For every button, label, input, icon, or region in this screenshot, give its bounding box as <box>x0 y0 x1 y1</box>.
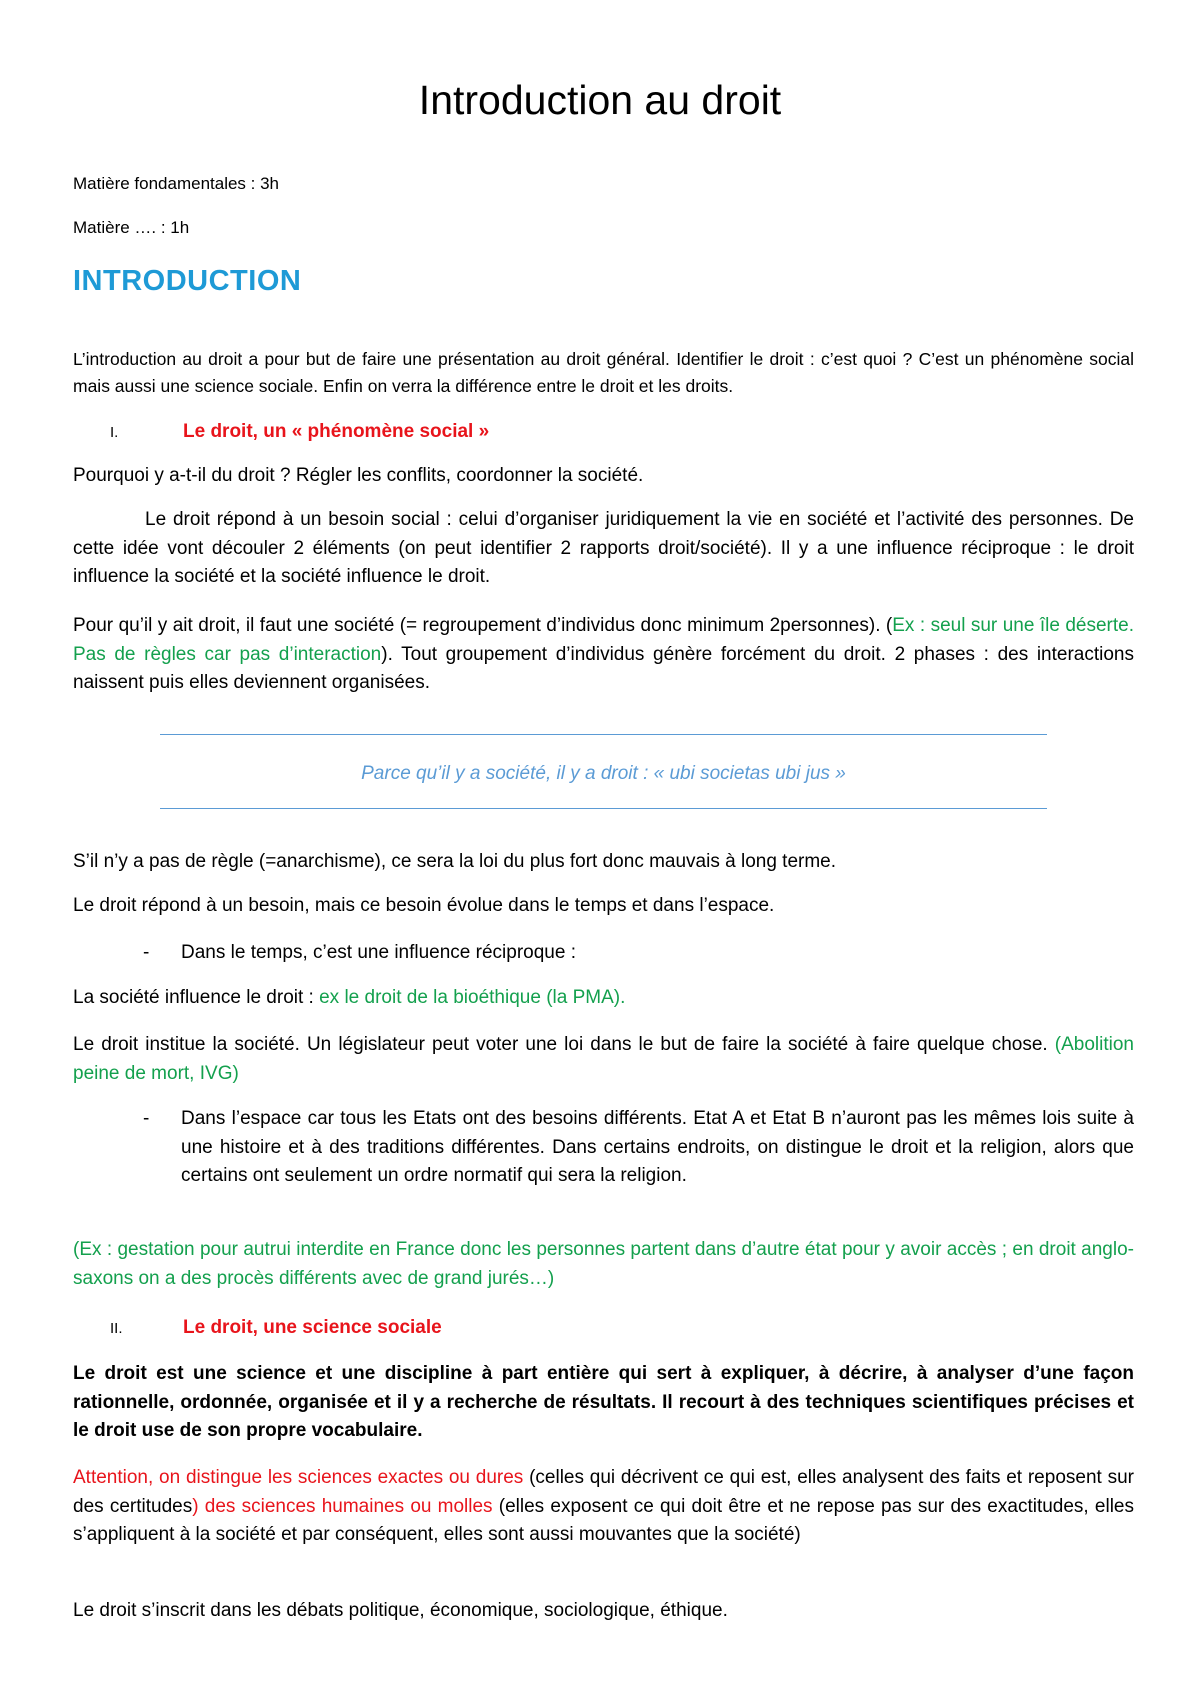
society-text-start: Pour qu’il y ait droit, il faut une société (= regroupement d’individus donc minimum 2personnes). ( <box>73 615 893 636</box>
section-1-paragraph-evolution: Le droit répond à un besoin, mais ce besoin évolue dans le temps et dans l’espace. <box>73 895 775 916</box>
human-sciences-note: ) des sciences humaines ou molles <box>192 1495 493 1517</box>
section-1-title: Le droit, un « phénomène social » <box>183 421 490 442</box>
latin-quote: Parce qu’il y a société, il y a droit : « ubi societas ubi jus » <box>361 763 846 784</box>
intro-paragraph: L’introduction au droit a pour but de faire une présentation au droit général. Identifier le droit : c’est quoi ? C’est un phénomène social mais aussi une science sociale. Enfin on verra la différence entre le droit et les droits. <box>73 349 1134 396</box>
law-institutes-text: Le droit institue la société. Un législateur peut voter une loi dans le but de faire la société à faire quelque chose. <box>73 1034 1055 1055</box>
section-2-heading <box>73 1314 1134 1343</box>
bioethics-example: ex le droit de la bioéthique (la PMA). <box>319 987 626 1008</box>
section-1-paragraph-need: Le droit répond à un besoin social : celui d’organiser juridiquement la vie en société et l’activité des personnes. De cette idée vont découler 2 éléments (on peut identifier 2 rapports droit/société). Il y a une influence réciproque : le droit influence la société et la société influence le droit. <box>73 509 1134 587</box>
section-1-paragraph-anarchy: S’il n’y a pas de règle (=anarchisme), ce sera la loi du plus fort donc mauvais à long terme. <box>73 851 837 872</box>
bullet-dash: - <box>143 942 150 963</box>
section-1-paragraph-society-influence <box>73 984 1134 1013</box>
document-title: Introduction au droit <box>418 77 782 123</box>
society-example: Ex : seul sur une île déserte. Pas de règles car pas d’interaction <box>73 615 1134 665</box>
meta-line-other: Matière …. : 1h <box>73 218 190 237</box>
bullet-dash: - <box>143 1108 150 1129</box>
section-1-paragraph-why: Pourquoi y a-t-il du droit ? Régler les conflits, coordonner la société. <box>73 465 644 486</box>
exact-sciences-note: Attention, on distingue les sciences exactes ou dures <box>73 1467 524 1488</box>
society-influence-text: La société influence le droit : <box>73 987 320 1008</box>
quote-top-rule <box>160 734 1047 735</box>
society-text-end: ). Tout groupement d’individus génère forcément du droit. 2 phases : des interactions naissent puis elles deviennent organisées. <box>73 643 1134 693</box>
section-1-number: I. <box>110 424 119 441</box>
bullet-time <box>73 939 1134 968</box>
abolition-example: (Abolition peine de mort, IVG) <box>73 1034 1134 1084</box>
section-2-title: Le droit, une science sociale <box>183 1317 442 1338</box>
section-1-paragraph-law-institutes <box>73 1031 1134 1088</box>
bullet-space-text: Dans l’espace car tous les Etats ont des besoins différents. Etat A et Etat B n’auront pas les mêmes lois suite à une histoire et à des traditions différentes. Dans certains endroits, on distingue le droit et la religion, alors que certains ont seulement un ordre normatif qui sera la religion. <box>181 1108 1134 1186</box>
bullet-space <box>73 1105 1134 1191</box>
bullet-time-text: Dans le temps, c’est une influence réciproque : <box>181 942 576 963</box>
exact-sciences-detail: (celles qui décrivent ce qui est, elles analysent des faits et reposent sur des certitudes <box>73 1467 1134 1517</box>
meta-line-fundamental: Matière fondamentales : 3h <box>73 174 280 193</box>
section-2-paragraph-distinction <box>73 1464 1134 1550</box>
section-1-paragraph-society <box>73 612 1134 698</box>
introduction-heading: INTRODUCTION <box>73 265 302 297</box>
section-1-gpa-example: (Ex : gestation pour autrui interdite en France donc les personnes partent dans d’autre état pour y avoir accès ; en droit anglo-saxons on a des procès différents avec de grand jurés…) <box>73 1239 1134 1289</box>
human-sciences-detail: (elles exposent ce qui doit être et ne repose pas sur des exactitudes, elles s’appliquent à la société et par conséquent, elles sont aussi mouvantes que la société) <box>73 1495 1134 1545</box>
quote-bottom-rule <box>160 808 1047 809</box>
section-2-paragraph-science: Le droit est une science et une discipline à part entière qui sert à expliquer, à décrire, à analyser d’une façon rationnelle, ordonnée, organisée et il y a recherche de résultats. Il recourt à des techniques scientifiques précises et le droit use de son propre vocabulaire. <box>73 1363 1134 1441</box>
section-1-heading <box>73 418 1134 447</box>
section-2-number: II. <box>110 1320 123 1337</box>
section-2-paragraph-debates: Le droit s’inscrit dans les débats politique, économique, sociologique, éthique. <box>73 1600 728 1621</box>
